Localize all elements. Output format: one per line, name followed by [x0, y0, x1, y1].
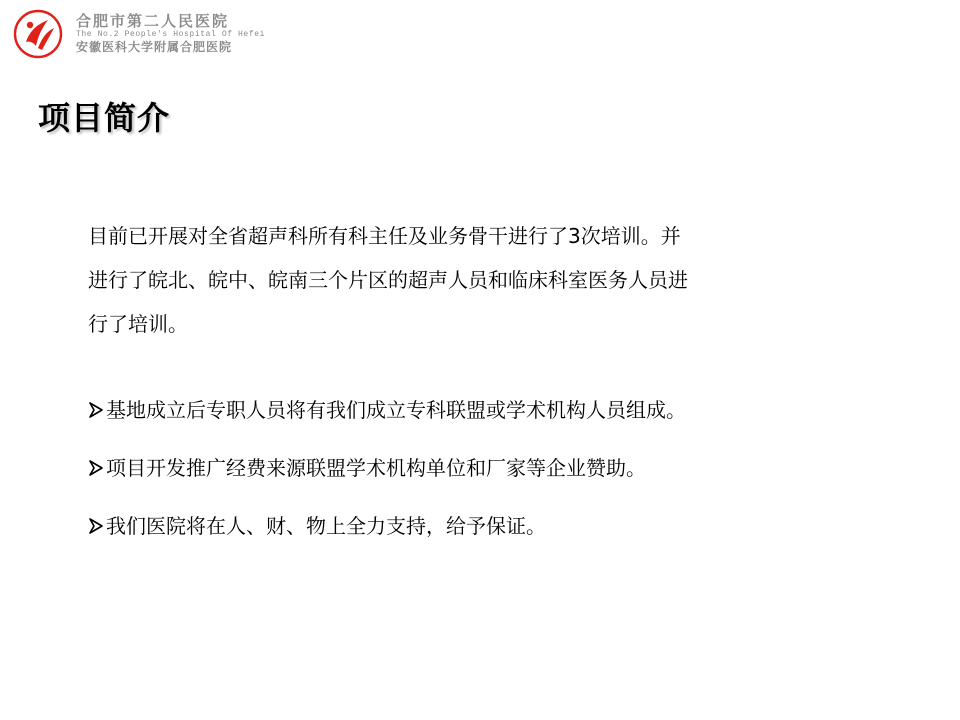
bullet-text: 基地成立后专职人员将有我们成立专科联盟或学术机构人员组成。: [106, 398, 686, 422]
arrow-bullet-icon: [88, 518, 104, 534]
arrow-bullet-icon: [88, 460, 104, 476]
intro-line: 进行了皖北、皖中、皖南三个片区的超声人员和临床科室医务人员进: [88, 268, 688, 292]
intro-line: 目前已开展对全省超声科所有科主任及业务骨干进行了3次培训。并: [88, 224, 681, 248]
bullet-list: [88, 388, 888, 562]
bullet-text: 项目开发推广经费来源联盟学术机构单位和厂家等企业赞助。: [106, 456, 646, 480]
bullet-text: 我们医院将在人、财、物上全力支持，给予保证。: [106, 514, 546, 538]
intro-paragraph: [88, 214, 828, 346]
hospital-name-cn: 合肥市第二人民医院: [76, 12, 230, 30]
hospital-name-affiliation: 安徽医科大学附属合肥医院: [76, 40, 233, 54]
hospital-name-en: The No.2 People's Hospital Of Hefei: [76, 30, 266, 39]
bullet-item: [88, 446, 888, 490]
page-title: 项目简介: [38, 99, 171, 137]
header: [12, 8, 265, 60]
arrow-bullet-icon: [88, 402, 104, 418]
bullet-item: [88, 504, 888, 548]
bullet-item: [88, 388, 888, 432]
hospital-logo-icon: [12, 8, 64, 60]
hospital-name: [76, 13, 265, 55]
intro-line: 行了培训。: [88, 312, 188, 336]
